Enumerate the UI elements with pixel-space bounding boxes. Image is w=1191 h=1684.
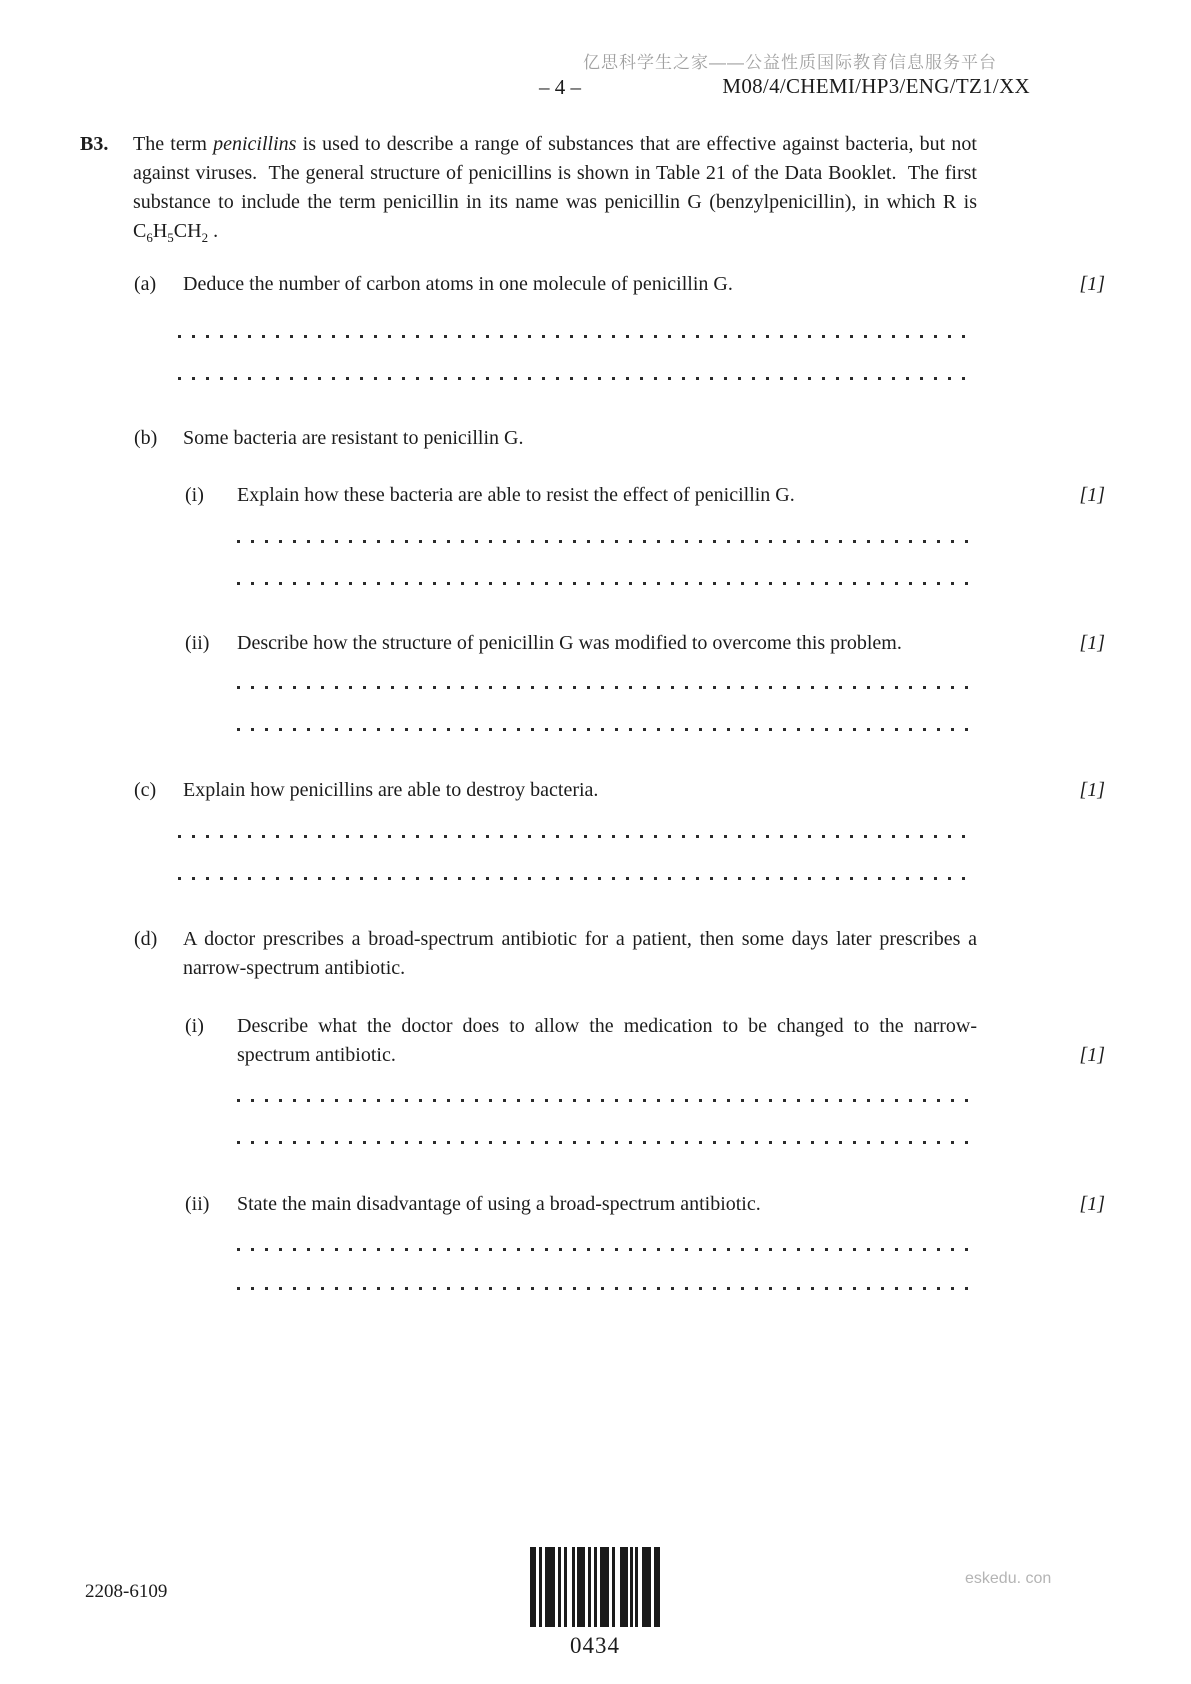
part-b-ii-row <box>80 629 1105 658</box>
part-c-label: (c) <box>134 779 157 801</box>
question-number: B3. <box>80 133 109 155</box>
answer-dotted-line <box>178 877 975 880</box>
part-b-text: Some bacteria are resistant to penicillin G. <box>183 427 524 449</box>
answer-dotted-line <box>237 686 975 689</box>
part-a-marks-label: [1] <box>1079 273 1105 295</box>
answer-dotted-line <box>237 728 975 731</box>
barcode-number: 0434 <box>570 1633 620 1658</box>
answer-dotted-line <box>237 1248 975 1251</box>
formula-c: C <box>133 220 147 242</box>
part-b-ii-text: Describe how the structure of penicillin G was modified to overcome this problem. <box>237 632 902 654</box>
part-d-ii-row <box>80 1190 1105 1219</box>
answer-dotted-line <box>178 335 975 338</box>
part-a-text: Deduce the number of carbon atoms in one molecule of penicillin G. <box>183 273 733 295</box>
barcode-block <box>530 1547 660 1659</box>
intro-end: . <box>208 220 219 242</box>
part-d-i-text: Describe what the doctor does to allow the medication to be changed to the narrow-spectrum antibiotic. <box>237 1015 977 1066</box>
part-b-i-row <box>80 481 1105 510</box>
formula-sub-2: 2 <box>201 230 209 245</box>
formula-ch: CH <box>173 220 202 242</box>
chinese-watermark: 亿思科学生之家——公益性质国际教育信息服务平台 <box>583 53 997 72</box>
intro-seg1: The term <box>133 133 214 155</box>
answer-dotted-line <box>237 1099 975 1102</box>
barcode-icon <box>530 1547 660 1627</box>
question-intro-text <box>133 130 977 246</box>
part-d-text: A doctor prescribes a broad-spectrum antibiotic for a patient, then some days later prescribes a narrow-spectrum antibiotic. <box>183 928 977 979</box>
part-a-label: (a) <box>134 273 157 295</box>
part-d-ii-text: State the main disadvantage of using a broad-spectrum antibiotic. <box>237 1193 761 1215</box>
part-d-i-marks-label: [1] <box>1079 1044 1105 1066</box>
part-b-i-label: (i) <box>185 484 204 506</box>
answer-dotted-line <box>178 835 975 838</box>
part-d-i-label: (i) <box>185 1015 204 1037</box>
page-number: – 4 – <box>539 75 581 99</box>
intro-italic-term: penicillins <box>213 133 297 155</box>
part-b-row <box>80 424 1105 453</box>
formula-sub-6: 6 <box>146 230 153 245</box>
part-c-marks-label: [1] <box>1079 779 1105 801</box>
paper-code: M08/4/CHEMI/HP3/ENG/TZ1/XX <box>722 74 1030 98</box>
formula-h: H <box>152 220 168 242</box>
part-b-ii-label: (ii) <box>185 632 210 654</box>
part-c-text: Explain how penicillins are able to destroy bacteria. <box>183 779 599 801</box>
answer-dotted-line <box>237 582 975 585</box>
part-d-i-row <box>80 1012 1105 1070</box>
part-c-row <box>80 776 1105 805</box>
answer-dotted-line <box>237 540 975 543</box>
part-a-row <box>80 270 1105 299</box>
part-b-i-text: Explain how these bacteria are able to resist the effect of penicillin G. <box>237 484 795 506</box>
answer-dotted-line <box>178 377 975 380</box>
answer-dotted-line <box>237 1141 975 1144</box>
part-d-row <box>80 925 1105 983</box>
question-intro-row <box>80 130 1105 246</box>
part-d-label: (d) <box>134 928 158 950</box>
intro-seg2: is used to describe a range of substances that are effective against bacteria, but not against viruses. The general structure of penicillins is shown in Table 21 of the Data Booklet. The first substance to include the term penicillin in its name was penicillin G (benzylpenicillin), in which R is <box>133 133 977 213</box>
part-b-ii-marks-label: [1] <box>1079 632 1105 654</box>
part-b-i-marks-label: [1] <box>1079 484 1105 506</box>
part-d-ii-label: (ii) <box>185 1193 210 1215</box>
exam-session-code: 2208-6109 <box>85 1581 168 1602</box>
formula-sub-5: 5 <box>167 230 174 245</box>
question-b3 <box>80 130 1105 1290</box>
part-d-ii-marks-label: [1] <box>1079 1193 1105 1215</box>
site-watermark: eskedu. con <box>965 1570 1052 1587</box>
part-b-label: (b) <box>134 427 158 449</box>
answer-dotted-line <box>237 1287 975 1290</box>
